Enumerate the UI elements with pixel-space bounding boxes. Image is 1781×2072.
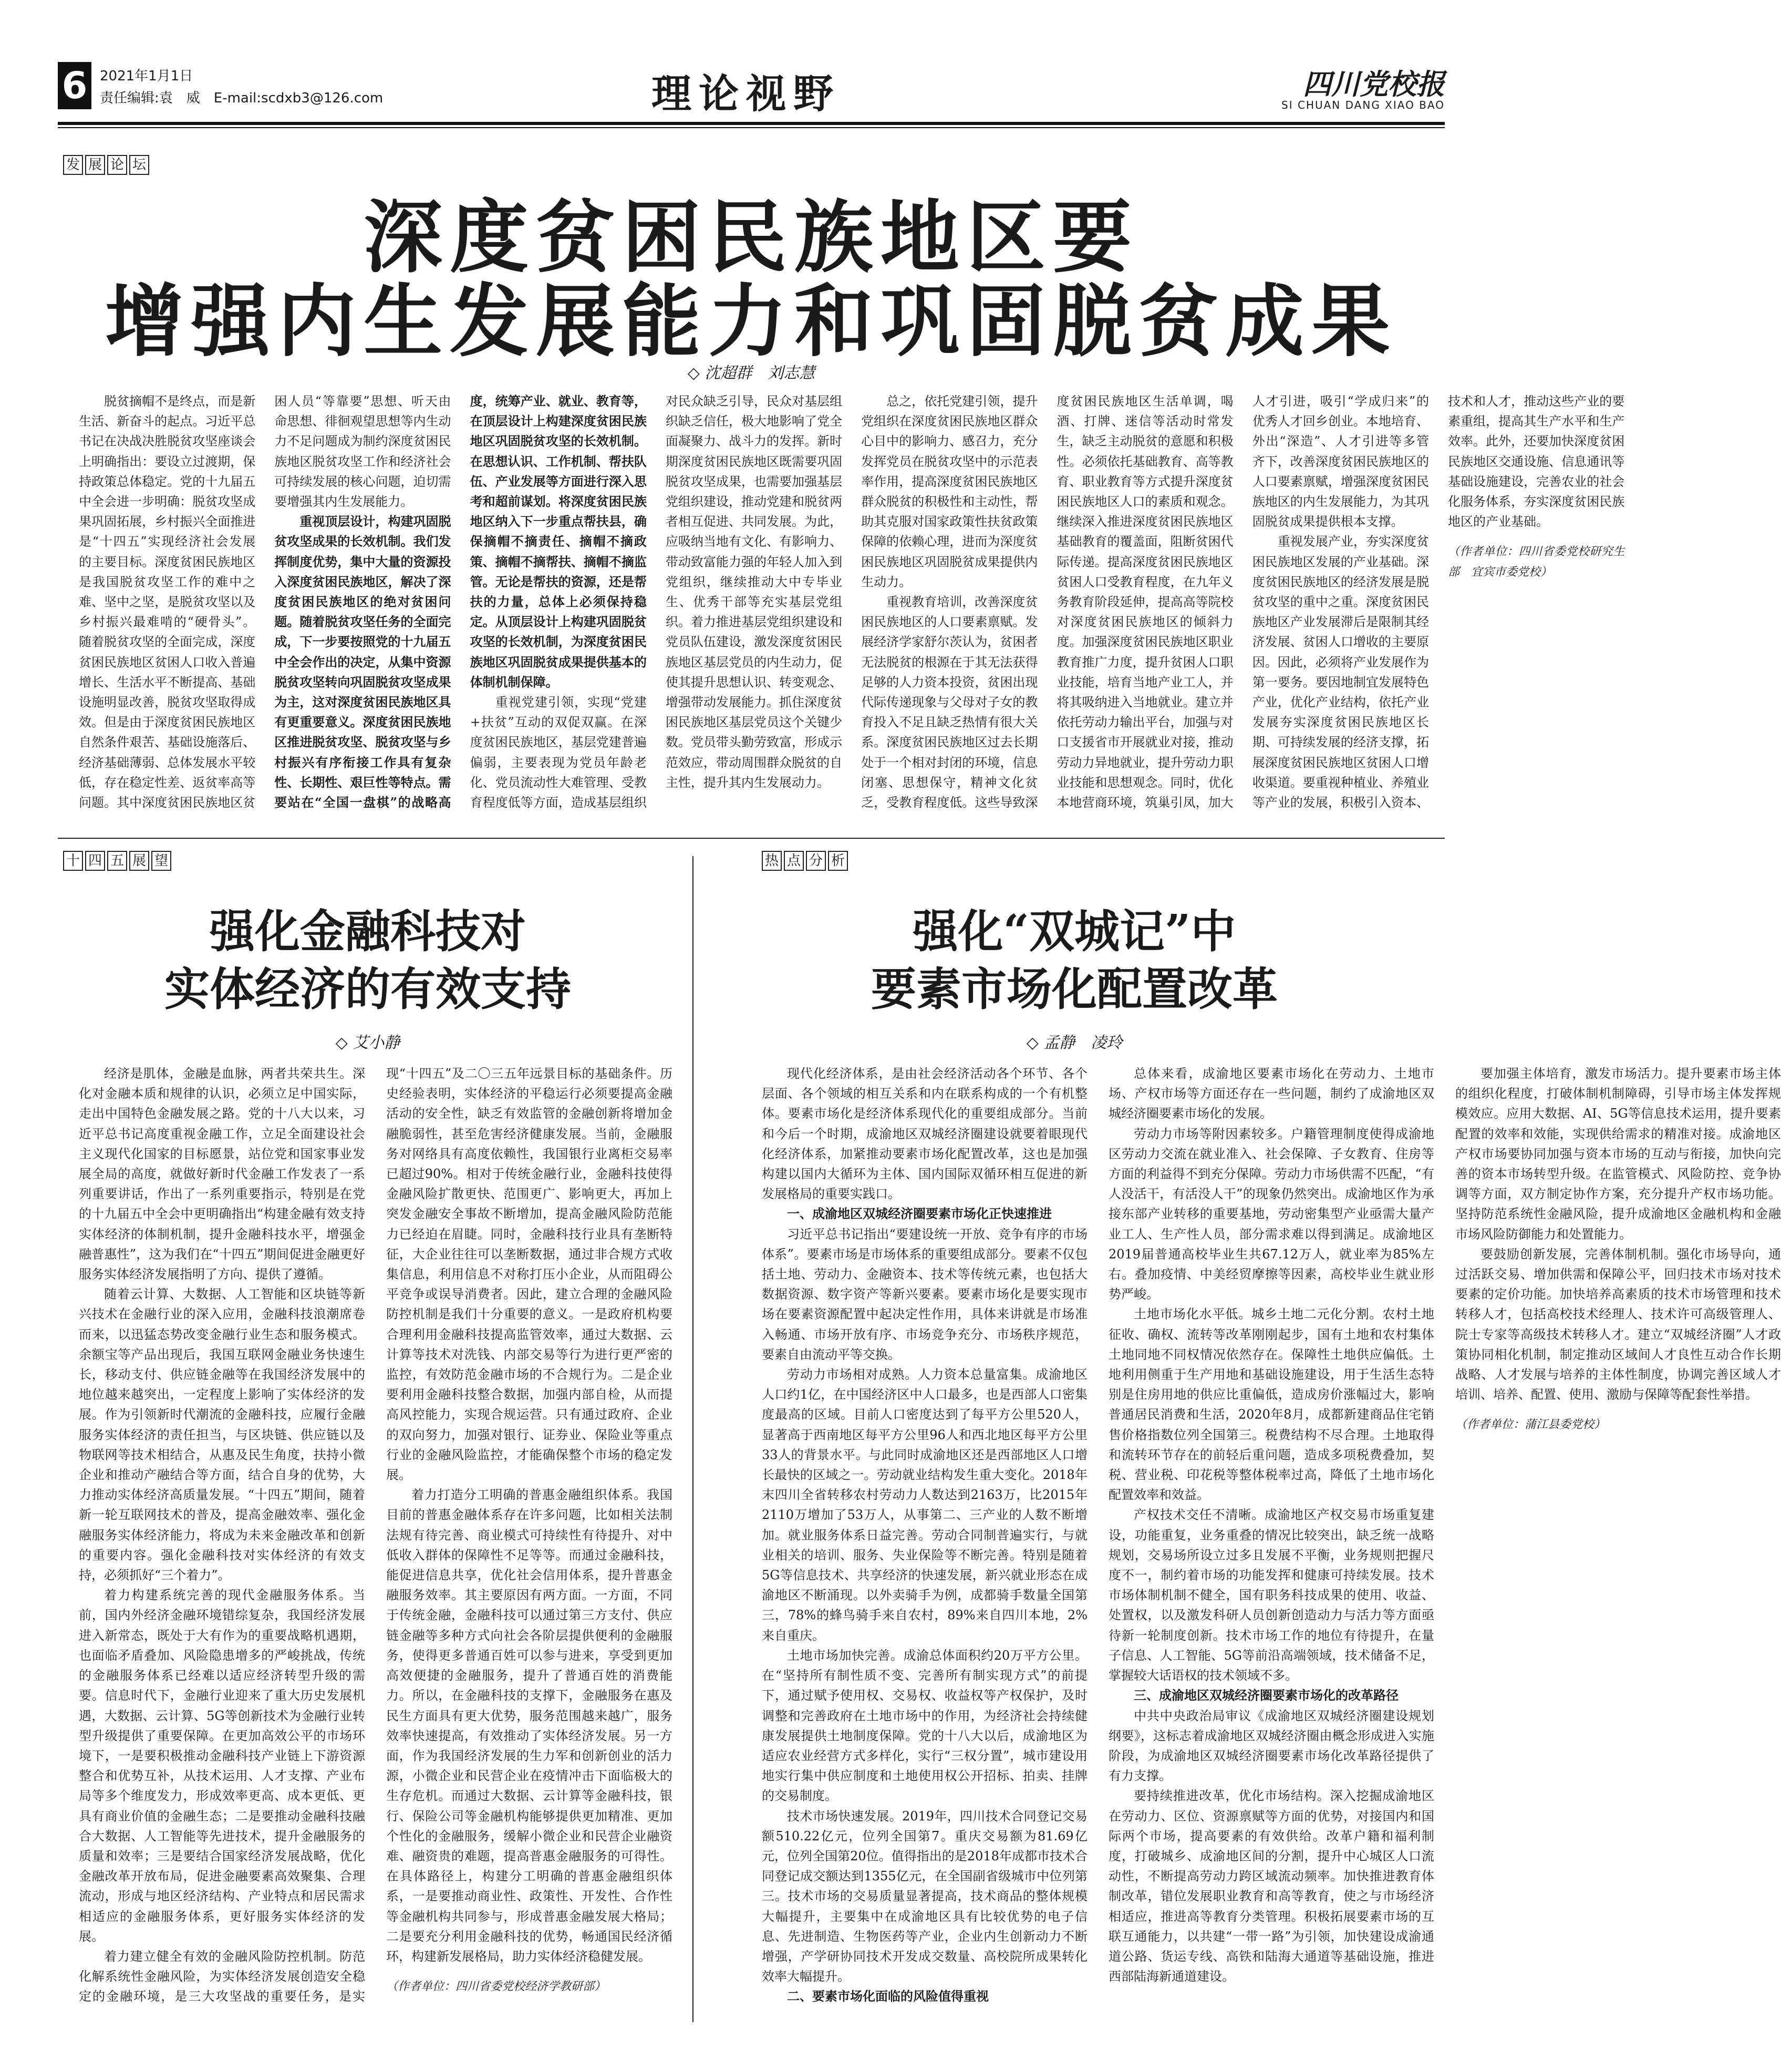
article2-paragraph: 着力构建系统完善的现代金融服务体系。当前，国内外经济金融环境错综复杂，我国经济发展进入新常态，既处于大有作为的重要战略机遇期，也面临矛盾叠加、风险隐患增多的严峻挑战，传统的金融服务体系已经难以适应经济转型升级的需要。信息时代下，金融行业迎来了重大历史发展机遇，大数据、云计算、5G等创新技术为金融行业转型升级提供了重要保障。在更加高效公平的市场环境下，一是要积极推动金融科技产业链上下游资源整合和优势互补，从技术运用、人才支撑、产业布局等多个维度发力，形成效率更高、成本更低、更具有商业价值的金融生态；二是要推动金融科技融合大数据、人工智能等先进技术，提升金融服务的质量和效率；三是要结合国家经济发展战略，优化金融改革开放布局，促进金融要素高效聚集、合理流动，形成与地区经济结构、产业特点和居民需求相适应的金融服务体系，更好服务实体经济的发展。 [79, 1588, 365, 1944]
article1-paragraph: 脱贫摘帽不是终点，而是新生活、新奋斗的起点。习近平总书记在决战决胜脱贫攻坚座谈会上明确指出：要设立过渡期，保持政策总体稳定。党的十九届五中全会进一步明确：脱贫攻坚成果巩固拓展，乡村振兴全面推进是“十四五”实现经济社会发展的主要目标。深度贫困民族地区是我国脱贫攻坚工作的难中之难、坚中之坚，是脱贫攻坚以及乡村振兴最难啃的“硬骨头”。随着脱贫攻坚的全面完成，深度贫困民族地区贫困人口收入普遍增长、生活水平不断提高、基础设施明显改善，脱贫攻坚取得成效。但是由于深度贫困民族地区自然条件艰苦、基础设施落后、经济基础薄弱、总体发展水平较低，存在稳定性差、返贫率高等问题。其中深度贫困民族地区贫困人员“等靠要”思想、听天由命思想、徘徊观望思想等内生动力不足问题成为制约深度贫困民族地区脱贫攻坚工作和经济社会可持续发展的核心问题，迫切需要增强其内生发展能力。 [79, 394, 451, 810]
article3-paragraph: 土地市场化水平低。城乡土地二元化分割。农村土地征收、确权、流转等改革刚刚起步，国有土地和农村集体土地同地不同权情况依然存在。保障性土地供应偏低。土地利用侧重于生产用地和基础设施建设，用于生活生态特别是住房用地的供应比重偏低，造成房价涨幅过大，影响普通居民消费和生活，2020年8月，成都新建商品住宅销售价格指数位列全国第三。税费结构不尽合理。土地取得和流转环节存在的前轻后重问题，造成多项税费叠加，契税、营业税、印花税等整体税率过高，降低了土地市场化配置效率和效益。 [1109, 1307, 1434, 1503]
column-tag-char: 热 [762, 851, 782, 871]
column-tag-char: 发 [63, 155, 83, 175]
masthead-rule [58, 122, 1445, 125]
article3-paragraph: 中共中央政治局审议《成渝地区双城经济圈建设规划纲要》，这标志着成渝地区双城经济圈由概念形成进入实施阶段，为成渝地区双城经济圈要素市场化改革路径提供了有力支撑。 [1109, 1708, 1434, 1784]
column-tag-char: 四 [85, 851, 105, 871]
article2-title-line1: 强化金融科技对 [210, 905, 526, 958]
article3-paragraph: 产权技术交任不清晰。成渝地区产权交易市场重复建设，功能重复，业务重叠的情况比较突出，缺乏统一战略规划，交易场所设立过多且发展不平衡，业务规则把握尺度不一，制约着市场的功能发挥和健康可持续发展。技术市场体制机制不健全，国有职务科技成果的使用、收益、处置权，以及激发科研人员创新创造动力与活力等方面亟待新一轮制度创新。技术市场工作的地位有待提升，在量子信息、人工智能、5G等前沿高端领域，技术储备不足，掌握较大话语权的技术领域不多。 [1109, 1507, 1434, 1683]
article1-paragraph: 重视发展产业，夯实深度贫困民族地区发展的产业基础。深度贫困民族地区的经济发展是脱贫攻坚的重中之重。深度贫困民族地区产业发展滞后是限制其经济发展、贫困人口增收的主要原因。因此，必须将产业发展作为第一要务。要因地制宜发展特色产业，优化产业结构，依托产业发展夯实深度贫困民族地区长期、可持续发展的经济支撑，拓展深度贫困民族地区贫困人口增收渠道。要重视种植业、养殖业等产业的发展，积极引入资本、技术和人才，推动这些产业的要素重组，提高其生产水平和生产效率。此外，还要加快深度贫困民族地区交通设施、信息通讯等基础设施建设，完善农业的社会化服务体系，夯实深度贫困民族地区的产业基础。 [1252, 394, 1625, 810]
article2-body [79, 1064, 672, 2014]
paper-name-logo: 四川党校报 [1303, 67, 1445, 101]
section-divider [58, 838, 1445, 839]
article1-author-unit: （作者单位：四川省委党校研究生部 宜宾市委党校） [1447, 545, 1625, 579]
paper-name-pinyin: SI CHUAN DANG XIAO BAO [1281, 99, 1445, 111]
column-tag-development-forum [63, 155, 149, 175]
column-tag-char: 五 [107, 851, 127, 871]
column-divider [692, 856, 693, 2022]
article3-paragraph: 土地市场加快完善。成渝总体面积约20万平方公里。在“坚持所有制性质不变、完善所有制实现方式”的前提下，通过赋予使用权、交易权、收益权等产权保护，及时调整和完善政府在土地市场中的作用，为经济社会持续健康发展提供土地制度保障。党的十八大以后，成渝地区为适应农业经营方式多样化，实行“三权分置”，城市建设用地实行集中供应制度和土地使用权公开招标、拍卖、挂牌的交易制度。 [762, 1648, 1088, 1804]
article3-subheading: 三、成渝地区双城经济圈要素市场化的改革路径 [1134, 1688, 1399, 1703]
masthead-rule-thin [58, 127, 1445, 128]
article2-paragraph: 经济是肌体，金融是血脉，两者共荣共生。深化对金融本质和规律的认识，必须立足中国实际，走出中国特色金融发展之路。党的十八大以来，习近平总书记高度重视金融工作，立足全面建设社会主义现代化国家的目标愿景，站位党和国家事业发展全局的高度，就做好新时代金融工作发表了一系列重要讲话，作出了一系列重要指示，特别是在党的十九届五中全会中更明确指出“构建金融有效支持实体经济的体制机制，提升金融科技水平，增强金融普惠性”，这为我们在“十四五”期间促进金融更好服务实体经济发展指明了方向、提供了遵循。 [79, 1066, 365, 1282]
article2-title-line2: 实体经济的有效支持 [164, 963, 571, 1016]
column-tag-char: 论 [107, 155, 127, 175]
article3-subheading: 二、要素市场化面临的风险值得重视 [787, 1988, 989, 2004]
column-tag-14th-five-year-outlook [63, 851, 171, 871]
article3-body [762, 1064, 1781, 2014]
article1-paragraph: 重视教育培训，改善深度贫困民族地区的人口要素禀赋。发展经济学家舒尔茨认为，贫困者无法脱贫的根源在于其无法获得足够的人力资本投资，贫困出现代际传递现象与父母对子女的教育投入不足且缺乏热情有很大关系。深度贫困民族地区过去长期处于一个相对封闭的环境，信息闭塞、思想保守，精神文化贫乏，受教育程度低。这些导致深度贫困民族地区生活单调，喝酒、打牌、迷信等活动时常发生，缺乏主动脱贫的意愿和积极性。必须依托基础教育、高等教育、职业教育等方式提升深度贫困民族地区人口的素质和观念。继续深入推进深度贫困民族地区基础教育的覆盖面，阻断贫困代际传递。提高深度贫困民族地区贫困人口受教育程度，在九年义务教育阶段延伸，提高高等院校对深度贫困民族地区的倾斜力度。加强深度贫困民族地区职业教育推广力度，提升贫困人口职业技能，培育当地产业工人，并将其吸纳进入当地就业。建立并依托劳动力输出平台，加强与对口支援省市开展就业对接，推动劳动力异地就业，提升劳动力职业技能和思想观念。同时，优化本地营商环境，筑巢引凤，加大人才引进，吸引“学成归来”的优秀人才回乡创业。本地培育、外出“深造”、人才引进等多管齐下，改善深度贫困民族地区的人口要素禀赋，增强深度贫困民族地区的内生发展能力，为其巩固脱贫成果提供根本支撑。 [861, 394, 1429, 810]
column-tag-char: 坛 [129, 155, 149, 175]
editor-line: 责任编辑:袁 威 E-mail:scdxb3@126.com [100, 90, 384, 106]
column-tag-char: 十 [63, 851, 83, 871]
page-number: 6 [58, 62, 91, 109]
article1-title-line1: 深度贫困民族地区要 [363, 191, 1139, 284]
column-tag-char: 分 [806, 851, 826, 871]
article1-byline: ◇ 沈超群 刘志慧 [687, 364, 815, 382]
article3-paragraph: 劳动力市场等附因素较多。户籍管理制度使得成渝地区劳动力交流在就业准入、社会保障、子女教育、住房等方面的利益得不到充分保障。劳动力市场供需不匹配，“有人没活干，有活没人干”的现象仍然突出。成渝地区作为承接东部产业转移的重要基地，劳动密集型产业亟需大量产业工人、生产性人员，部分需求难以得到满足。成渝地区2019届普通高校毕业生共67.12万人，就业率为85%左右。叠加疫情、中美经贸摩擦等因素，高校毕业生就业形势严峻。 [1109, 1126, 1434, 1302]
article2-paragraph: 随着云计算、大数据、人工智能和区块链等新兴技术在金融行业的深入应用，金融科技浪潮席卷而来，以迅猛态势改变金融行业生态和服务模式。余额宝等产品出现后，我国互联网金融业务快速生长，移动支付、供应链金融等在我国经济发展中的地位越来越突出，一定程度上影响了实体经济的发展。作为引领新时代潮流的金融科技，应履行金融服务实体经济的责任担当，与区块链、供应链以及物联网等技术相结合，从惠及民生角度，扶持小微企业和推动产融结合等方面，结合自身的优势，大力推动实体经济高质量发展。“十四五”期间，随着新一轮互联网技术的普及，提高金融效率、强化金融服务实体经济能力，将成为未来金融改革和创新的重要内容。强化金融科技对实体经济的有效支持，必须抓好“三个着力”。 [79, 1287, 365, 1583]
article3-author-unit: （作者单位：蒲江县委党校） [1455, 1418, 1606, 1432]
article3-paragraph: 总体来看，成渝地区要素市场化在劳动力、土地市场、产权市场等方面还存在一些问题，制约了成渝地区双城经济圈要素市场化的发展。 [1109, 1066, 1434, 1121]
column-tag-char: 展 [85, 155, 105, 175]
masthead [58, 58, 1445, 116]
article3-paragraph: 习近平总书记指出“要建设统一开放、竞争有序的市场体系”。要素市场是市场体系的重要组成部分。要素不仅包括土地、劳动力、金融资本、技术等传统元素，也包括大数据资源、数字资产等新兴要素。要素市场化是要实现市场在要素资源配置中起决定性作用，具体来讲就是市场准入畅通、市场开放有序、市场竞争充分、市场秩序规范，要素自由流动平等交换。 [762, 1226, 1088, 1362]
article3-paragraph: 要鼓励创新发展，完善体制机制。强化市场导向，通过活跃交易、增加供需和保障公平，回归技术市场对技术要素的定价功能。加快培养高素质的技术市场管理和技术转移人才，包括高校技术经理人、技术许可高级管理人、院士专家等高级技术转移人才。建立“双城经济圈”人才政策协同相化机制，制定推动区域间人才良性互动合作长期战略、人才发展与培养的主体性制度，协调完善区域人才培训、培养、配置、使用、激励与保障等配套性举措。 [1455, 1246, 1781, 1402]
article1-columns [79, 391, 1625, 817]
article3-paragraph: 技术市场快速发展。2019年，四川技术合同登记交易额510.22亿元，位列全国第7。重庆交易额为81.69亿元，位列全国第20位。值得指出的是2018年成都市技术合同登记成交额达到1355亿元，在全国副省级城市中位列第三。技术市场的交易质量显著提高，技术商品的整体规模大幅提升，主要集中在成渝地区具有比较优势的电子信息、先进制造、生物医药等产业，企业内生创新动力不断增强，产学研协同技术开发成交数量、高校院所成果转化效率大幅提升。 [762, 1808, 1088, 1984]
article2-byline: ◇ 艾小静 [335, 1034, 400, 1052]
article3-title-line1: 强化“双城记”中 [913, 905, 1236, 958]
article1-paragraph: 重视顶层设计，构建巩固脱贫攻坚成果的长效机制。我们发挥制度优势，集中大量的资源投入深度贫困民族地区，解决了深度贫困民族地区的绝对贫困问题。随着脱贫攻坚任务的全面完成，下一步要按照党的十九届五中全会作出的决定，从集中资源脱贫攻坚转向巩固脱贫攻坚成果为主，这对深度贫困民族地区具有更重要意义。深度贫困民族地区推进脱贫攻坚、脱贫攻坚与乡村振兴有序衔接工作具有复杂性、长期性、艰巨性等特点。需要站在“全国一盘棋”的战略高度，统筹产业、就业、教育等，在顶层设计上构建深度贫困民族地区巩固脱贫攻坚的长效机制。在思想认识、工作机制、帮扶队伍、产业发展等方面进行深入思考和超前谋划。将深度贫困民族地区纳入下一步重点帮扶县，确保摘帽不摘责任、摘帽不摘政策、摘帽不摘帮扶、摘帽不摘监管。无论是帮扶的资源，还是帮扶的力量，总体上必须保持稳定。从顶层设计上构建巩固脱贫攻坚的长效机制，为深度贫困民族地区巩固脱贫成果提供基本的体制机制保障。 [274, 393, 647, 810]
article3-title-line2: 要素市场化配置改革 [871, 963, 1278, 1016]
column-tag-char: 点 [784, 851, 804, 871]
article3-byline: ◇ 孟静 凌玲 [1026, 1034, 1123, 1052]
article3-paragraph: 要持续推进改革，优化市场结构。深入挖掘成渝地区在劳动力、区位、资源禀赋等方面的优势，对接国内和国际两个市场，提高要素的有效供给。改革户籍和福利制度，打破城乡、成渝地区间的分割，提升中心城区人口流动性，不断提高劳动力跨区域流动频率。加快推进教育体制改革，错位发展职业教育和高等教育，使之与市场经济相适应，推进高等教育分类管理。积极拓展要素市场的互联互通能力，以共建“一带一路”为引领，加快建设成渝通道公路、货运专线、高铁和陆海大通道等基础设施，推进西部陆海新通道建设。 [1109, 1788, 1434, 1984]
article3-paragraph: 劳动力市场相对成熟。人力资本总量富集。成渝地区人口约1亿，在中国经济区中人口最多，也是西部人口密集度最高的区域。目前人口密度达到了每平方公里520人，显著高于西南地区每平方公里96人和西北地区每平方公里33人的背景水平。与此同时成渝地区还是西部地区人口增长最快的区域之一。劳动就业结构发生重大变化。2018年末四川全省转移农村劳动力人数达到2163万，比2015年2110万增加了53万人，从事第二、三产业的人数不断增加。就业服务体系日益完善。劳动合同制普遍实行，与就业相关的培训、服务、失业保险等不断完善。特别是随着5G等信息技术、共享经济的快速发展，新兴就业形态在成渝地区不断涌现。以外卖骑手为例，成都骑手数量全国第三，78%的蜂鸟骑手来自农村，89%来自四川本地，2%来自重庆。 [762, 1367, 1088, 1643]
column-tag-char: 展 [129, 851, 149, 871]
column-tag-char: 望 [151, 851, 171, 871]
article1-paragraph: 总之，依托党建引领，提升党组织在深度贫困民族地区群众心目中的影响力、感召力，充分发挥党员在脱贫攻坚中的示范表率作用，提高深度贫困民族地区群众脱贫的积极性和主动性，帮助其克服对国家政策性扶贫政策保障的依赖心理，进而为深度贫困民族地区巩固脱贫成果提供内生动力。 [861, 394, 1038, 589]
article2-paragraph: 着力建立健全有效的金融风险防控机制。防范化解系统性金融风险，为实体经济发展创造安全稳定的金融环境，是三大攻坚战的重要任务，是实现“十四五”及二〇三五年远景目标的基础条件。历史经验表明，实体经济的平稳运行必须要提高金融活动的安全性，缺乏有效监管的金融创新将增加金融脆弱性，甚至危害经济健康发展。当前，金融服务对网络具有高度依赖性，我国银行业离柜交易率已超过90%。相对于传统金融行业，金融科技使得金融风险扩散更快、范围更广、影响更大，再加上突发金融安全事故不断增加，提高金融风险防范能力已经迫在眉睫。同时，金融科技行业具有垄断特征，大企业往往可以垄断数据，通过非合规方式收集信息，利用信息不对称打压小企业，从而阻碍公平竞争或误导消费者。因此，建立合理的金融风险防控机制是我们十分重要的意义。一是政府机构要合理利用金融科技提高监管效率，通过大数据、云计算等技术对洗钱、内部交易等行为进行更严密的监控，有效防范金融市场的不合规行为。二是企业要利用金融科技整合数据，加强内部自检，从而提高风控能力，实现合规运营。只有通过政府、企业的双向努力，加强对银行、证券业、保险业等重点行业的金融风险监控，才能确保整个市场的稳定发展。 [79, 1066, 672, 2004]
article1-paragraph: 重视党建引领，实现“党建+扶贫”互动的双促双赢。在深度贫困民族地区，基层党建普遍偏弱，主要表现为党员年龄老化、党员流动性大难管理、受教育程度低等方面，造成基层组织对民众缺乏引导，民众对基层组织缺乏信任，极大地影响了党全面凝聚力、战斗力的发挥。新时期深度贫困民族地区既需要巩固脱贫攻坚成果，也需要加强基层党组织建设，推动党建和脱贫两者相互促进、共同发展。为此，应吸纳当地有文化、有影响力、带动致富能力强的年轻人加入到党组织，继续推动大中专毕业生、优秀干部等充实基层党组织。着力推进基层党组织建设和党员队伍建设，激发深度贫困民族地区基层党员的内生动力，促使其提升思想认识、转变观念、增强带动发展能力。抓住深度贫困民族地区基层党员这个关键少数。党员带头勤劳致富，形成示范效应，带动周围群众脱贫的自主性，提升其内生发展动力。 [470, 394, 843, 810]
article1-title-line2: 增强内生发展能力和巩固脱贫成果 [105, 275, 1397, 368]
issue-date: 2021年1月1日 [100, 68, 193, 84]
article2-paragraph: 着力打造分工明确的普惠金融组织体系。我国目前的普惠金融体系存在许多问题，比如相关法制法规有待完善、商业模式可持续性有待提升、对中低收入群体的保障性不足等等。而通过金融科技，能促进信息共享，优化社会信用体系，提升普惠金融服务效率。其主要原因有两方面。一方面，不同于传统金融，金融科技可以通过第三方支付、供应链金融等多种方式向社会各阶层提供便利的金融服务，使得更多普通百姓可以参与进来，享受到更加高效便捷的金融服务，提升了普通百姓的消费能力。所以，在金融科技的支撑下，金融服务在惠及民生方面具有更大优势，服务范围越来越广，服务效率快速提高，有效推动了实体经济发展。另一方面，作为我国经济发展的生力军和创新创业的活力源，小微企业和民营企业在疫情冲击下面临极大的生存危机。而通过大数据、云计算等金融科技，银行、保险公司等金融机构能够提供更加精准、更加个性化的金融服务，缓解小微企业和民营企业融资难、融资贵的难题，提高普惠金融服务的可得性。在具体路径上，构建分工明确的普惠金融组织体系，一是要推动商业性、政策性、开发性、合作性等金融机构共同参与，形成普惠金融发展大格局；二是要充分利用金融科技的优势，畅通国民经济循环，构建新发展格局，助力实体经济稳健发展。 [386, 1487, 672, 1964]
section-name: 理论视野 [651, 70, 841, 117]
article2-author-unit: （作者单位：四川省委党校经济学教研部） [386, 1980, 606, 1994]
article1-body [79, 391, 1625, 817]
article3-paragraph: 现代化经济体系，是由社会经济活动各个环节、各个层面、各个领域的相互关系和内在联系构成的一个有机整体。要素市场化是经济体系现代化的重要组成部分。当前和今后一个时期，成渝地区双城经济圈建设就要着眼现代化经济体系，加紧推动要素市场化配置改革，这也是加强构建以国内大循环为主体、国内国际双循环相互促进的新发展格局的重要实践口。 [762, 1066, 1088, 1202]
column-tag-char: 析 [828, 851, 848, 871]
article3-subheading: 一、成渝地区双城经济圈要素市场化正快速推进 [787, 1206, 1052, 1222]
column-tag-hotspot-analysis [762, 851, 848, 871]
article3-paragraph: 要加强主体培育，激发市场活力。提升要素市场主体的组织化程度，打破体制机制障碍，引导市场主体发挥规模效应。应用大数据、AI、5G等信息技术运用，提升要素配置的效率和效能，实现供给需求的精准对接。成渝地区产权市场要协同加强与资本市场的互动与衔接，加快向完善的资本市场转型升级。在监管模式、风险防控、竞争协调等方面，双方制定协作方案，充分提升产权市场功能。坚持防范系统性金融风险，提升成渝地区金融机构和金融市场风险防御能力和处置能力。 [1455, 1066, 1781, 1242]
